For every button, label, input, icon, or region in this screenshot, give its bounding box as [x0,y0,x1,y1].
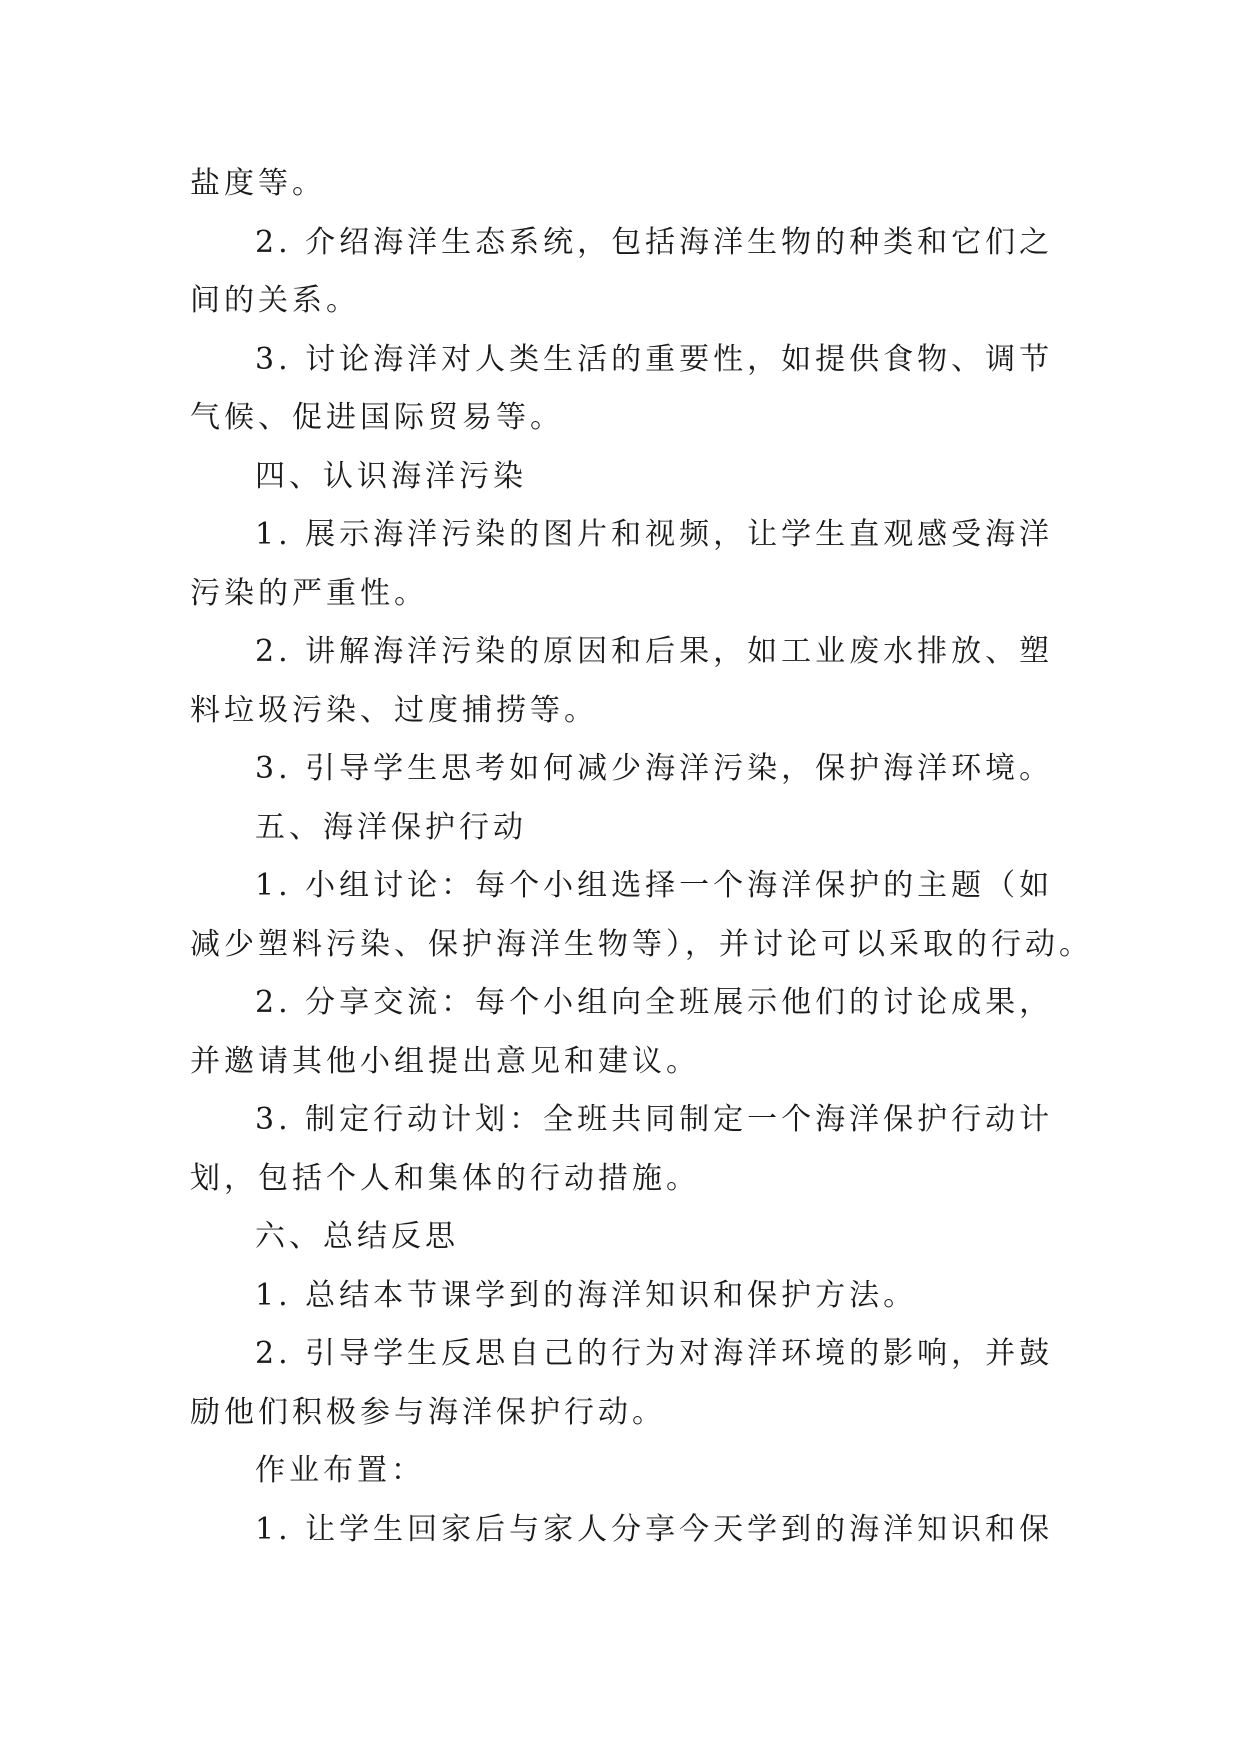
list-item: 1. 展示海洋污染的图片和视频，让学生直观感受海洋 [255,517,1054,552]
text-line: 料垃圾污染、过度捕捞等。 [190,693,598,728]
list-item: 2. 分享交流：每个小组向全班展示他们的讨论成果， [255,985,1054,1020]
list-item: 1. 让学生回家后与家人分享今天学到的海洋知识和保 [255,1512,1054,1547]
section-heading: 六、总结反思 [255,1219,459,1254]
text-line: 励他们积极参与海洋保护行动。 [190,1395,666,1430]
text-line: 盐度等。 [190,166,326,201]
text-line: 并邀请其他小组提出意见和建议。 [190,1044,700,1079]
list-item: 2. 介绍海洋生态系统，包括海洋生物的种类和它们之 [255,225,1054,260]
text-line: 气候、促进国际贸易等。 [190,400,564,435]
list-item: 3. 讨论海洋对人类生活的重要性，如提供食物、调节 [255,342,1054,377]
text-line: 划，包括个人和集体的行动措施。 [190,1161,700,1196]
list-item: 1. 小组讨论：每个小组选择一个海洋保护的主题（如 [255,868,1054,903]
text-line: 间的关系。 [190,283,360,318]
list-item: 2. 讲解海洋污染的原因和后果，如工业废水排放、塑 [255,634,1054,669]
section-heading: 作业布置： [255,1453,425,1488]
list-item: 3. 引导学生思考如何减少海洋污染，保护海洋环境。 [255,751,1054,786]
section-heading: 四、认识海洋污染 [255,459,527,494]
list-item: 1. 总结本节课学到的海洋知识和保护方法。 [255,1278,918,1313]
list-item: 3. 制定行动计划：全班共同制定一个海洋保护行动计 [255,1102,1054,1137]
text-line: 减少塑料污染、保护海洋生物等），并讨论可以采取的行动。 [190,927,1093,962]
text-line: 污染的严重性。 [190,576,428,611]
section-heading: 五、海洋保护行动 [255,810,527,845]
list-item: 2. 引导学生反思自己的行为对海洋环境的影响，并鼓 [255,1336,1054,1371]
